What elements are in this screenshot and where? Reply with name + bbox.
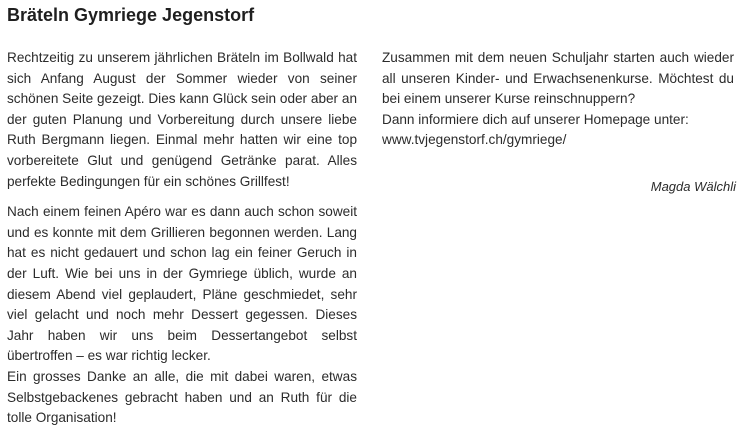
paragraph-apero: Nach einem feinen Apéro war es dann auch schon soweit und es konnte mit dem Grillieren begonnen werden. Lang hat es nicht gedauert und schon lag ein feiner Geruch in der Luft. Wie bei uns in der Gymriege üblich, wurde an diesem Abend viel geplaudert, Pläne geschmiedet, sehr viel gelacht und noch mehr Dessert gegessen. Dieses Jahr haben wir uns beim Dessertangebot selbst übertroffen – es war richtig lecker.	[7, 204, 357, 364]
right-column	[382, 48, 734, 151]
author-signature: Magda Wälchli	[650, 179, 736, 194]
left-column	[7, 48, 357, 429]
paragraph-sommer: Rechtzeitig zu unserem jährlichen Bräteln im Bollwald hat sich Anfang August der Sommer wieder von seiner schönen Seite gezeigt. Dies kann Glück sein oder aber an der guten Planung und Vorbereitung durch unsere liebe Ruth Bergmann liegen. Einmal mehr hatten wir eine top vorbereitete Glut und genügend Getränke parat. Alles perfekte Bedingungen für ein schönes Grillfest!	[7, 50, 357, 189]
paragraph-kurse: Zusammen mit dem neuen Schuljahr starten auch wieder all unseren Kinder- und Erwachsenenkurse. Möchtest du bei einem unserer Kurse reinschnuppern?	[382, 50, 734, 107]
article-title: Bräteln Gymriege Jegenstorf	[7, 5, 255, 25]
paragraph-danke: Ein grosses Danke an alle, die mit dabei waren, etwas Selbstgebackenes gebracht haben und an Ruth für die tolle Organisation!	[7, 368, 357, 426]
paragraph-homepage: Dann informiere dich auf unserer Homepage unter:	[382, 111, 689, 127]
homepage-link[interactable]: www.tvjegenstorf.ch/gymriege/	[382, 132, 567, 148]
